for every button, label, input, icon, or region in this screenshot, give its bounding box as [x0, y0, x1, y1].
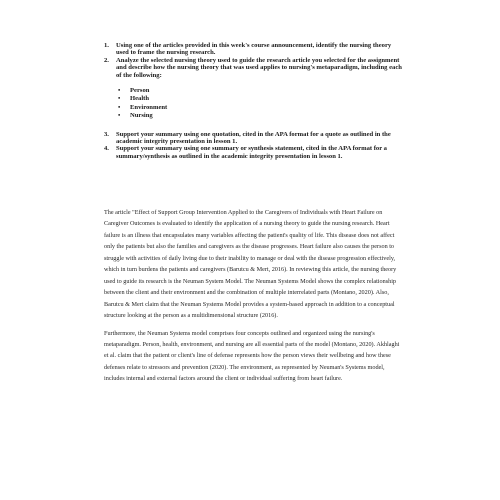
bullet-item-person	[118, 87, 404, 95]
instruction-text: Support your summary using one quotation, cited in the APA format for a quote as outlined in the academic integrity presentation in lesson 1.	[116, 130, 391, 146]
instruction-text: Analyze the selected nursing theory used to guide the research article you selected for the assignment and describe how the nursing theory that was used applies to nursing's metaparadigm, including each of the following:	[116, 56, 402, 79]
bullet-text: Nursing	[130, 112, 153, 120]
instruction-number: 4.	[104, 145, 109, 153]
bullet-icon: •	[118, 103, 121, 111]
essay-paragraph-2: Furthermore, the Neuman Systems model comprises four concepts outlined and organized using the nursing's metaparadigm. Person, health, environment, and nursing are all essential parts of the model (Montano, 2020). Akhlaghi et al. claim that the patient or client's line of defense represents how the person views their wellbeing and how these defenses relate to stressors and prevention (2020). The environment, as represented by Neuman's Systems model, includes internal and external factors around the client or individual suffering from heart failure.	[104, 329, 400, 383]
bullet-item-health	[118, 95, 404, 103]
bullet-icon: •	[118, 87, 121, 95]
bullet-icon: •	[118, 112, 121, 120]
bullet-icon: •	[118, 95, 121, 103]
instruction-item-4	[104, 145, 404, 160]
essay-body	[104, 207, 400, 385]
instruction-number: 1.	[104, 42, 109, 49]
bullet-text: Person	[130, 87, 150, 95]
bullet-text: Environment	[130, 103, 168, 111]
metaparadigm-bullet-list	[118, 87, 404, 121]
instruction-text: Using one of the articles provided in this week's course announcement, identify the nursing theory used to frame the nursing research.	[116, 42, 392, 57]
bullet-text: Health	[130, 95, 150, 103]
essay-paragraph-1: The article "Effect of Support Group Intervention Applied to the Caregivers of Individuals with Heart Failure on Caregiver Outcomes is evaluated to identify the application of a nursing theory to guide the nursing research. Heart failure is an illness that encapsulates many variables affecting the patient's quality of life. This disease does not affect only the patients but also the families and caregivers as the disease progresses. Heart failure also causes the person to struggle with activities of daily living due to their inability to manage or deal with the disease progression effectively, which in turn burdens the patients and caregivers (Barutcu & Mert, 2016). In reviewing this article, the nursing theory used to guide its research is the Neuman System Model. The Neuman Systems Model shows the complex relationship between the client and their environment and the combination of multiple interrelated parts (Montano, 2020). Also, Barutcu & Mert claim that the Neuman Systems Model provides a system-based approach in addition to a conceptual structure looking at the person as a multidimensional structure (2016).	[104, 209, 397, 320]
instruction-item-3	[104, 131, 404, 146]
instruction-number: 2.	[104, 56, 109, 64]
instruction-text: Support your summary using one summary or synthesis statement, cited in the APA format for a summary/synthesis as outlined in the academic integrity presentation in lesson 1.	[116, 145, 387, 160]
instruction-list	[104, 42, 404, 160]
instruction-item-1	[104, 42, 404, 57]
bullet-item-environment	[118, 104, 404, 112]
bullet-item-nursing	[118, 112, 404, 120]
instruction-number: 3.	[104, 130, 109, 138]
instruction-item-2	[104, 57, 404, 79]
